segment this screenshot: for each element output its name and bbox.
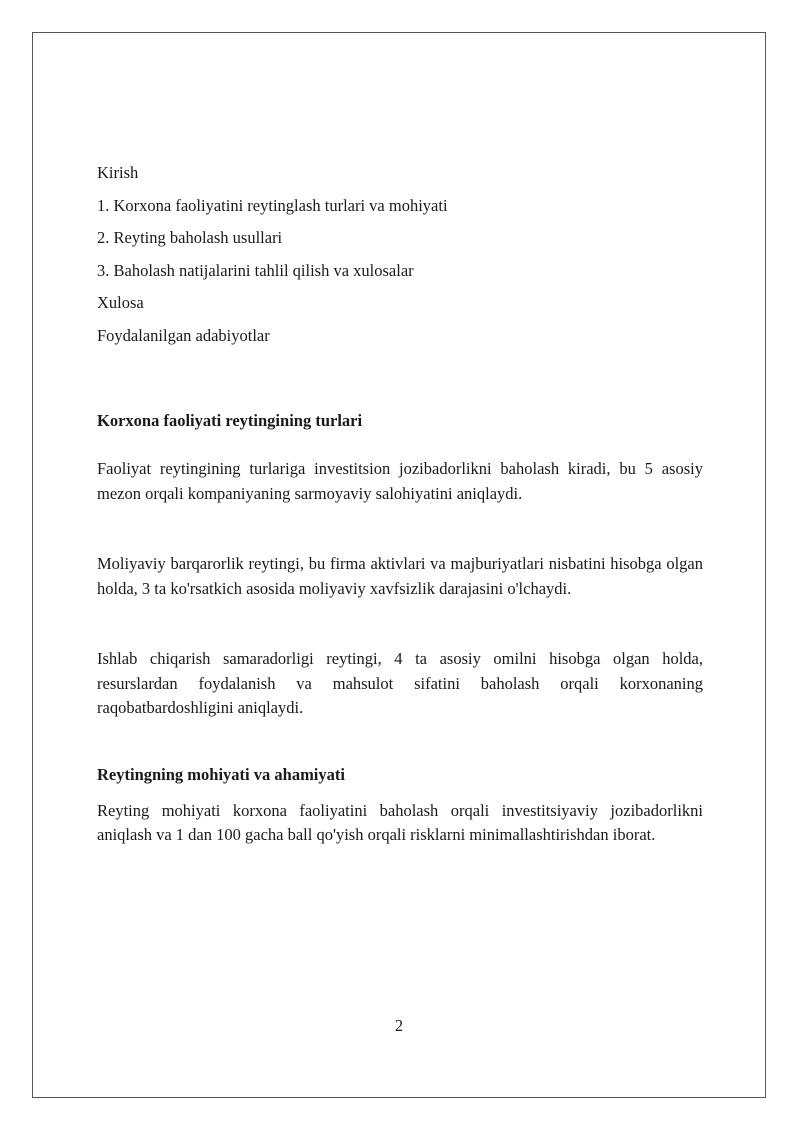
toc-item-chapter-1: 1. Korxona faoliyatini reytinglash turlari va mohiyati	[97, 195, 448, 215]
page-number: 2	[394, 1016, 404, 1035]
section-heading: Reytingning mohiyati va ahamiyati	[97, 764, 345, 784]
paragraph: Moliyaviy barqarorlik reytingi, bu firma aktivlari va majburiyatlari nisbatini hisobga olgan holda, 3 ta ko'rsatkich asosida moliyaviy xavfsizlik darajasini o'lchaydi.	[97, 554, 703, 598]
section-heading: Korxona faoliyati reytingining turlari	[97, 411, 363, 430]
paragraph: Ishlab chiqarish samaradorligi reytingi, 4 ta asosiy omilni hisobga olgan holda, resurslardan foydalanish va mahsulot sifatini baholash orqali korxonaning raqobatbardoshligini aniqlaydi.	[97, 649, 703, 717]
document-page	[32, 32, 766, 1098]
toc-item-chapter-3: 3. Baholash natijalarini tahlil qilish va xulosalar	[97, 260, 414, 280]
toc-item-conclusion: Xulosa	[97, 293, 144, 312]
paragraph: Reyting mohiyati korxona faoliyatini baholash orqali investitsiyaviy jozibadorlikni aniqlash va 1 dan 100 gacha ball qo'yish orqali risklarni minimallashtirishdan iborat.	[97, 800, 703, 844]
toc-item-intro: Kirish	[97, 163, 139, 182]
toc-item-chapter-2: 2. Reyting baholash usullari	[97, 228, 283, 247]
paragraph: Faoliyat reytingining turlariga investitsion jozibadorlikni baholash kiradi, bu 5 asosiy mezon orqali kompaniyaning sarmoyaviy salohiyatini aniqlaydi.	[97, 459, 703, 503]
toc-item-references: Foydalanilgan adabiyotlar	[97, 325, 270, 345]
page-content	[97, 161, 703, 848]
